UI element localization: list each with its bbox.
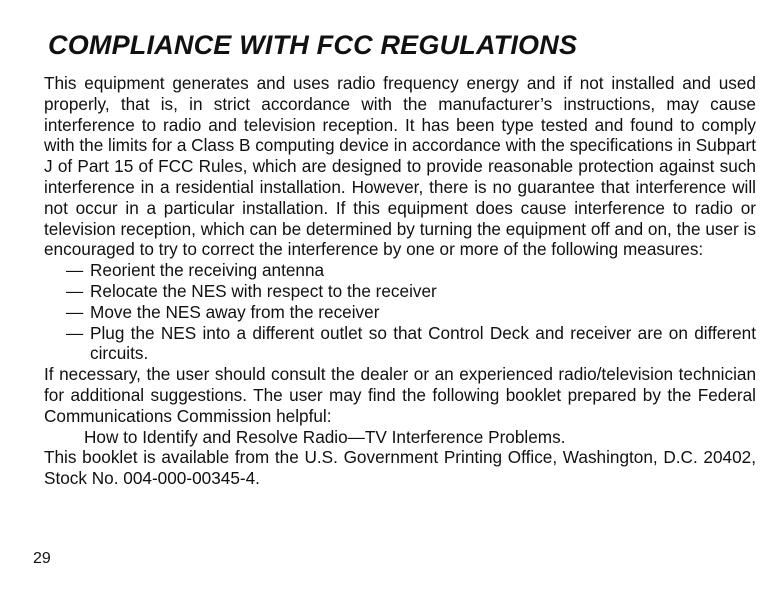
availability-paragraph: This booklet is available from the U.S. Government Printing Office, Washington, D.C. 20402, Stock No. 004-000-00345-4. (44, 447, 756, 489)
fcc-compliance-page (44, 28, 756, 489)
measure-text: Reorient the receiving antenna (90, 260, 325, 281)
body-text (44, 73, 756, 489)
measure-text: Move the NES away from the receiver (90, 301, 380, 322)
advice-paragraph: If necessary, the user should consult the dealer or an experienced radio/television technician for additional suggestions. The user may find the following booklet prepared by the Federal Communications Commission helpful: (44, 364, 756, 426)
measure-text: Relocate the NES with respect to the receiver (90, 280, 437, 301)
measure-item (66, 302, 756, 323)
booklet-title: How to Identify and Resolve Radio—TV Interference Problems. (84, 426, 566, 447)
measure-item (66, 281, 756, 302)
dash-bullet: — (66, 301, 84, 322)
dash-bullet: — (66, 260, 84, 281)
intro-paragraph: This equipment generates and uses radio frequency energy and if not installed and used properly, that is, in strict accordance with the manufacturer’s instructions, may cause interference to radio and television reception. It has been type tested and found to comply with the limits for a Class B computing device in accordance with the specifications in Subpart J of Part 15 of FCC Rules, which are designed to provide reasonable protection against such interference in a residential installation. However, there is no guarantee that interference will not occur in a particular installation. If this equipment does cause interference to radio or television reception, which can be determined by turning the equipment off and on, the user is encouraged to try to correct the interference by one or more of the following measures: (44, 73, 756, 260)
page-number: 29 (33, 550, 51, 567)
dash-bullet: — (66, 280, 84, 301)
dash-bullet: — (66, 322, 84, 343)
measure-item (66, 323, 756, 365)
measures-list (44, 260, 756, 364)
measure-item (66, 260, 756, 281)
measure-text: Plug the NES into a different outlet so that Control Deck and receiver are on different circuits. (90, 322, 756, 364)
page-title: COMPLIANCE WITH FCC REGULATIONS (48, 30, 578, 60)
